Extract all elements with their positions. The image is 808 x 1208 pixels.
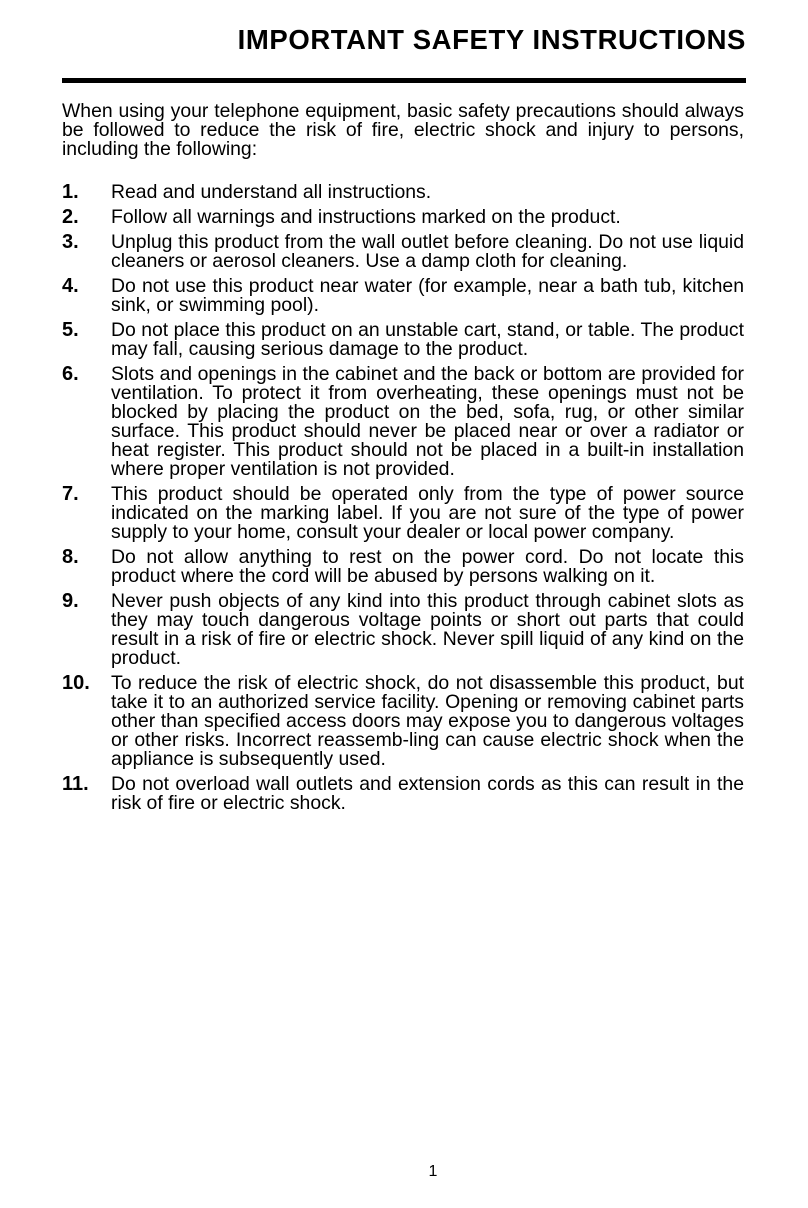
instruction-number: 2. [62,206,79,228]
instruction-item [62,592,744,668]
instruction-item [62,233,744,271]
instruction-item [62,321,744,359]
instruction-text: Do not use this product near water (for example, near a bath tub, kitchen sink, or swimming pool). [111,275,744,316]
instruction-text: Do not allow anything to rest on the power cord. Do not locate this product where the cord will be abused by persons walking on it. [111,546,744,587]
instruction-item [62,775,744,813]
instruction-item [62,485,744,542]
instruction-item [62,277,744,315]
instruction-item [62,548,744,586]
instruction-number: 7. [62,483,79,505]
instruction-text: Do not place this product on an unstable cart, stand, or table. The product may fall, causing serious damage to the product. [111,319,744,360]
instruction-text: This product should be operated only from the type of power source indicated on the marking label. If you are not sure of the type of power supply to your home, consult your dealer or local power company. [111,483,744,543]
instruction-item [62,365,744,479]
instruction-number: 5. [62,319,79,341]
instruction-text: Slots and openings in the cabinet and the back or bottom are provided for ventilation. To protect it from overheating, these openings must not be blocked by placing the product on the bed, sofa, rug, or other similar surface. This product should never be placed near or over a radiator or heat register. This product should not be placed in a built-in installation where proper ventilation is not provided. [111,363,744,480]
intro-paragraph: When using your telephone equipment, basic safety precautions should always be followed to reduce the risk of fire, electric shock and injury to persons, including the following: [62,100,744,160]
instruction-number: 4. [62,275,79,297]
instruction-number: 6. [62,363,79,385]
document-body [62,102,744,819]
instruction-item [62,674,744,769]
instruction-list [62,183,744,813]
page-number: 1 [428,1163,438,1180]
instruction-text: Never push objects of any kind into this product through cabinet slots as they may touch dangerous voltage points or short out parts that could result in a risk of fire or electric shock. Never spill liquid of any kind on the product. [111,590,744,669]
instruction-number: 9. [62,590,79,612]
instruction-number: 3. [62,231,79,253]
instruction-number: 1. [62,181,79,203]
instruction-item [62,208,744,227]
instruction-text: Read and understand all instructions. [111,181,432,203]
page-title: IMPORTANT SAFETY INSTRUCTIONS [237,24,746,55]
instruction-text: Do not overload wall outlets and extension cords as this can result in the risk of fire or electric shock. [111,773,744,814]
instruction-text: Unplug this product from the wall outlet before cleaning. Do not use liquid cleaners or aerosol cleaners. Use a damp cloth for cleaning. [111,231,744,272]
instruction-number: 11. [62,773,89,795]
instruction-text: Follow all warnings and instructions marked on the product. [111,206,621,228]
title-divider [62,78,746,83]
instruction-item [62,183,744,202]
instruction-text: To reduce the risk of electric shock, do not disassemble this product, but take it to an authorized service facility. Opening or removing cabinet parts other than specified access doors may expose you to dangerous voltages or other risks. Incorrect reassemb-ling can cause electric shock when the appliance is subsequently used. [111,672,744,770]
instruction-number: 10. [62,672,90,694]
instruction-number: 8. [62,546,79,568]
